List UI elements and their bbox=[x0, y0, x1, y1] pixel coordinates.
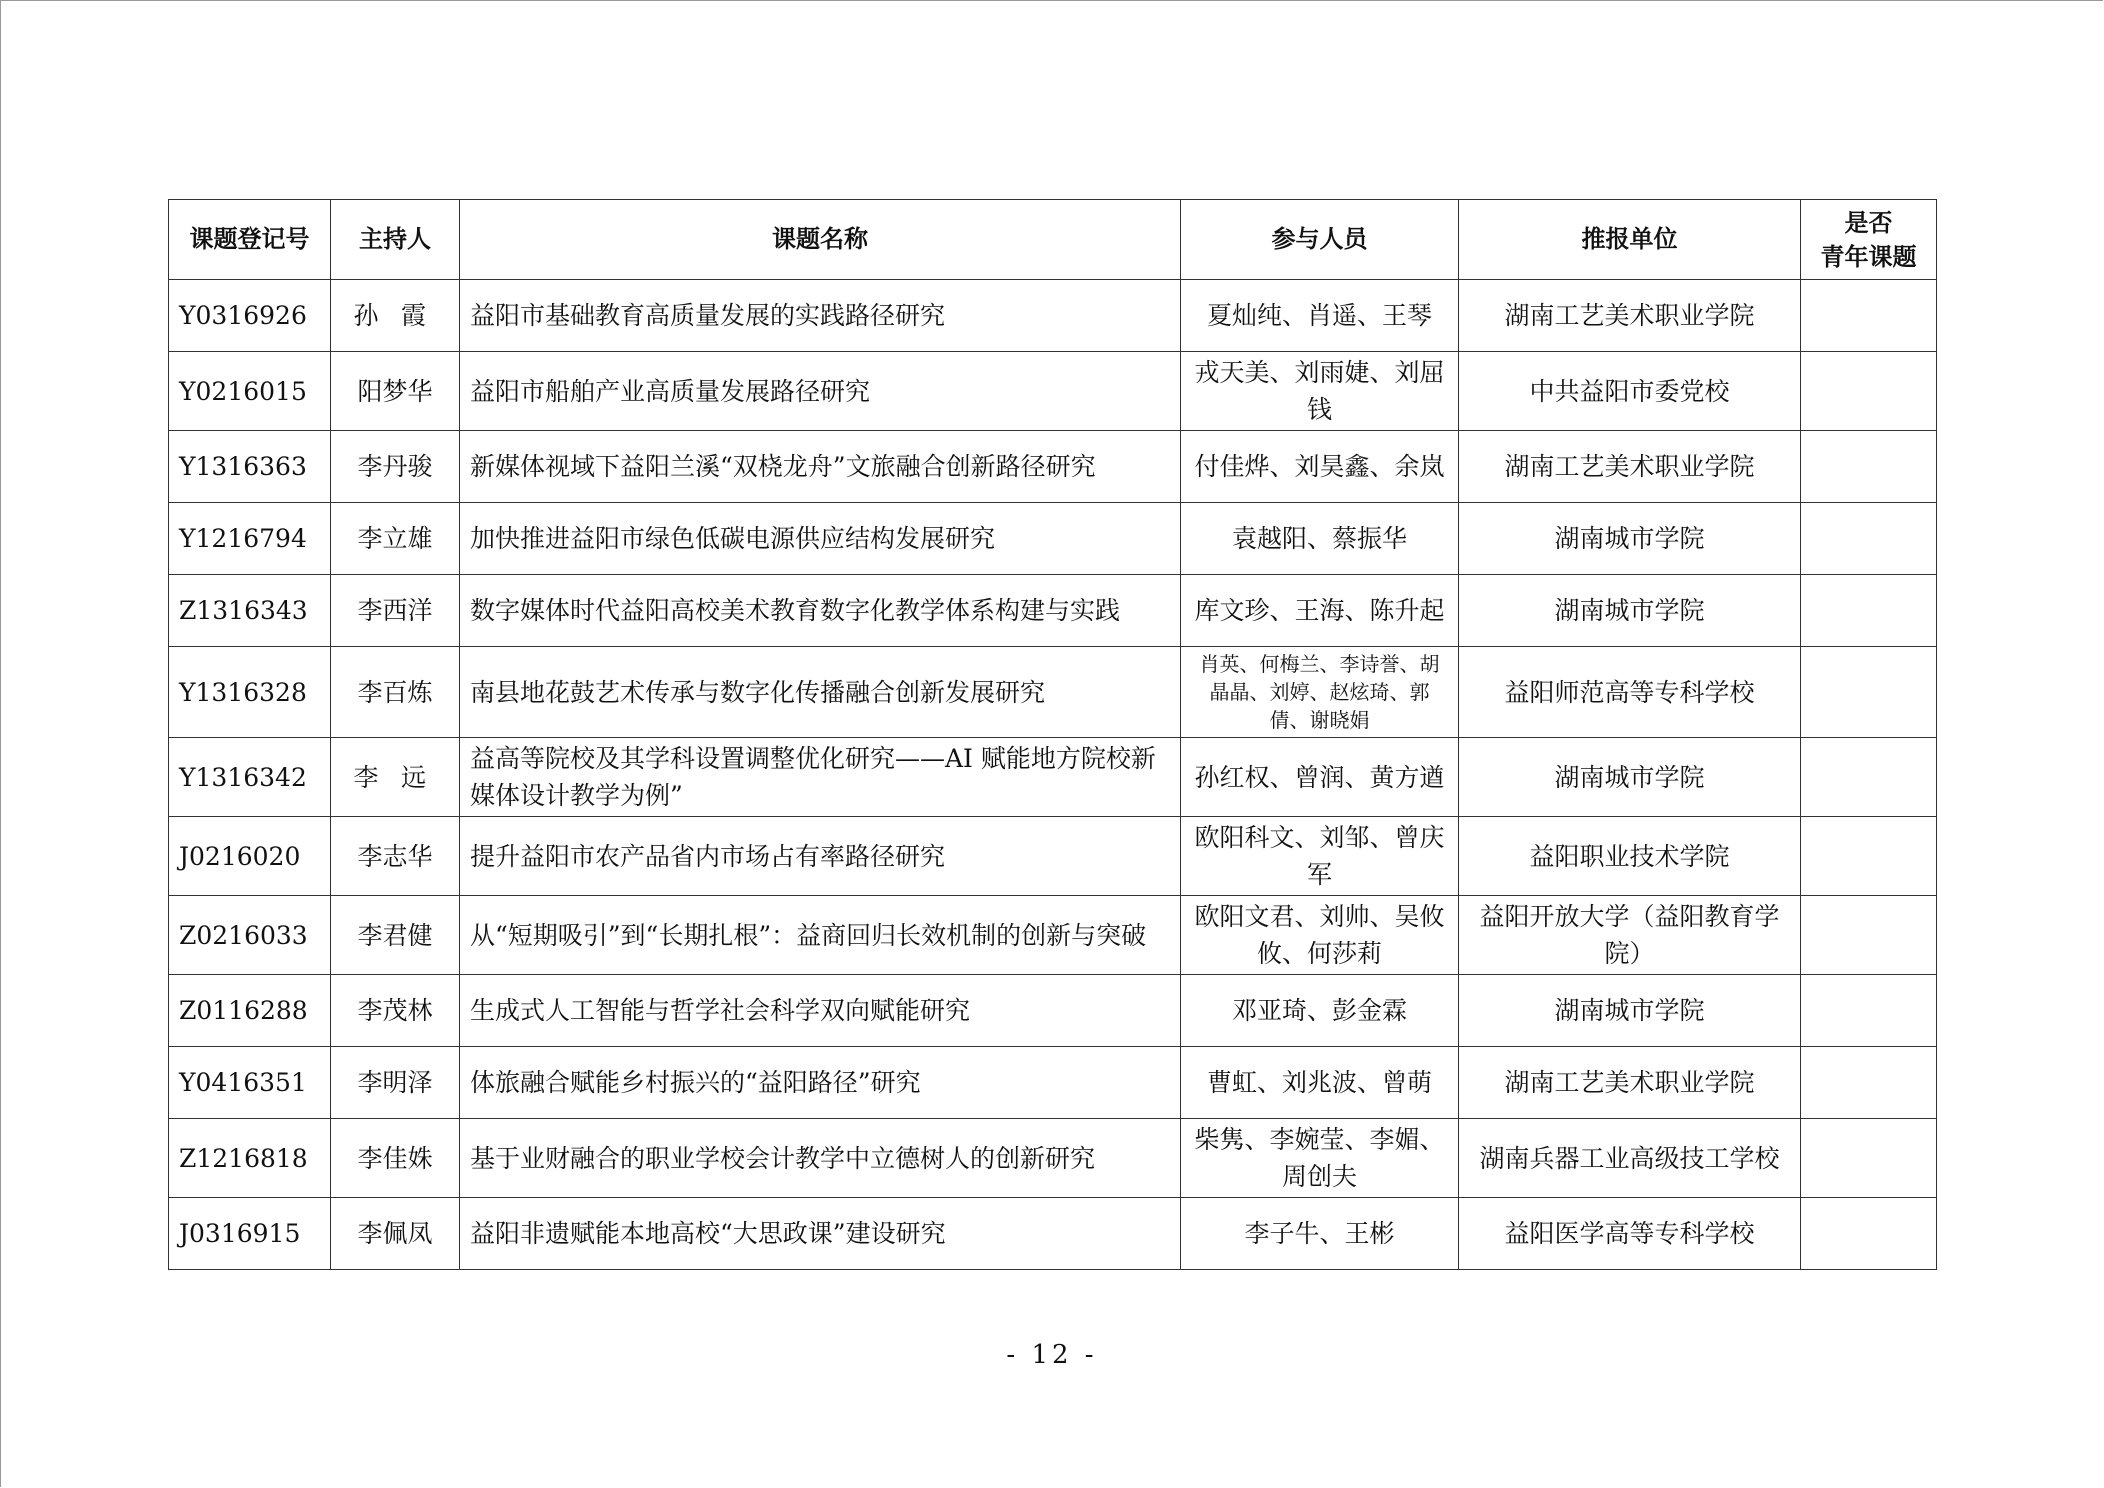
cell-id: Z0216033 bbox=[169, 896, 331, 975]
cell-id: Y0416351 bbox=[169, 1047, 331, 1119]
cell-host: 李志华 bbox=[331, 817, 460, 896]
cell-host: 李立雄 bbox=[331, 503, 460, 575]
cell-youth bbox=[1801, 738, 1937, 817]
cell-participants: 孙红权、曾润、黄方遒 bbox=[1181, 738, 1459, 817]
cell-youth bbox=[1801, 647, 1937, 738]
cell-participants: 邓亚琦、彭金霖 bbox=[1181, 975, 1459, 1047]
cell-title: 加快推进益阳市绿色低碳电源供应结构发展研究 bbox=[460, 503, 1181, 575]
cell-title: 提升益阳市农产品省内市场占有率路径研究 bbox=[460, 817, 1181, 896]
cell-host: 李西洋 bbox=[331, 575, 460, 647]
cell-id: J0316915 bbox=[169, 1198, 331, 1270]
cell-youth bbox=[1801, 975, 1937, 1047]
cell-participants: 欧阳科文、刘邹、曾庆军 bbox=[1181, 817, 1459, 896]
cell-title: 益高等院校及其学科设置调整优化研究——AI 赋能地方院校新媒体设计教学为例” bbox=[460, 738, 1181, 817]
cell-participants: 袁越阳、蔡振华 bbox=[1181, 503, 1459, 575]
cell-title: 生成式人工智能与哲学社会科学双向赋能研究 bbox=[460, 975, 1181, 1047]
cell-id: Z0116288 bbox=[169, 975, 331, 1047]
cell-host: 李佩凤 bbox=[331, 1198, 460, 1270]
cell-unit: 中共益阳市委党校 bbox=[1459, 352, 1801, 431]
table-row bbox=[169, 1119, 1937, 1198]
header-title: 课题名称 bbox=[460, 200, 1181, 280]
cell-id: Z1216818 bbox=[169, 1119, 331, 1198]
cell-unit: 湖南工艺美术职业学院 bbox=[1459, 280, 1801, 352]
header-unit: 推报单位 bbox=[1459, 200, 1801, 280]
header-participants: 参与人员 bbox=[1181, 200, 1459, 280]
cell-unit: 湖南城市学院 bbox=[1459, 738, 1801, 817]
cell-youth bbox=[1801, 896, 1937, 975]
cell-title: 益阳市船舶产业高质量发展路径研究 bbox=[460, 352, 1181, 431]
cell-participants: 肖英、何梅兰、李诗誉、胡晶晶、刘婷、赵炫琦、郭倩、谢晓娟 bbox=[1181, 647, 1459, 738]
table-row bbox=[169, 975, 1937, 1047]
table-row bbox=[169, 503, 1937, 575]
cell-participants: 李子牛、王彬 bbox=[1181, 1198, 1459, 1270]
cell-youth bbox=[1801, 575, 1937, 647]
cell-title: 体旅融合赋能乡村振兴的“益阳路径”研究 bbox=[460, 1047, 1181, 1119]
cell-participants: 付佳烨、刘昊鑫、余岚 bbox=[1181, 431, 1459, 503]
cell-host: 李佳姝 bbox=[331, 1119, 460, 1198]
cell-title: 益阳非遗赋能本地高校“大思政课”建设研究 bbox=[460, 1198, 1181, 1270]
table-row bbox=[169, 647, 1937, 738]
table-row bbox=[169, 1047, 1937, 1119]
cell-unit: 湖南城市学院 bbox=[1459, 575, 1801, 647]
table-row bbox=[169, 431, 1937, 503]
cell-youth bbox=[1801, 352, 1937, 431]
cell-id: Y1316363 bbox=[169, 431, 331, 503]
cell-unit: 湖南兵器工业高级技工学校 bbox=[1459, 1119, 1801, 1198]
cell-youth bbox=[1801, 1198, 1937, 1270]
cell-youth bbox=[1801, 503, 1937, 575]
page-number: - 12 - bbox=[1006, 1340, 1098, 1370]
cell-unit: 湖南城市学院 bbox=[1459, 975, 1801, 1047]
table-row bbox=[169, 280, 1937, 352]
cell-host: 李远 bbox=[331, 738, 460, 817]
cell-unit: 湖南工艺美术职业学院 bbox=[1459, 431, 1801, 503]
cell-id: Y1216794 bbox=[169, 503, 331, 575]
header-youth-line2: 青年课题 bbox=[1820, 242, 1917, 271]
cell-id: Y0316926 bbox=[169, 280, 331, 352]
table-row bbox=[169, 352, 1937, 431]
cell-id: Y1316328 bbox=[169, 647, 331, 738]
cell-title: 基于业财融合的职业学校会计教学中立德树人的创新研究 bbox=[460, 1119, 1181, 1198]
header-youth-line1: 是否 bbox=[1844, 208, 1893, 237]
cell-participants: 库文珍、王海、陈升起 bbox=[1181, 575, 1459, 647]
cell-unit: 益阳师范高等专科学校 bbox=[1459, 647, 1801, 738]
cell-youth bbox=[1801, 817, 1937, 896]
cell-unit: 湖南城市学院 bbox=[1459, 503, 1801, 575]
cell-title: 益阳市基础教育高质量发展的实践路径研究 bbox=[460, 280, 1181, 352]
cell-title: 数字媒体时代益阳高校美术教育数字化教学体系构建与实践 bbox=[460, 575, 1181, 647]
table-row bbox=[169, 575, 1937, 647]
cell-title: 南县地花鼓艺术传承与数字化传播融合创新发展研究 bbox=[460, 647, 1181, 738]
cell-host: 阳梦华 bbox=[331, 352, 460, 431]
cell-unit: 湖南工艺美术职业学院 bbox=[1459, 1047, 1801, 1119]
cell-unit: 益阳医学高等专科学校 bbox=[1459, 1198, 1801, 1270]
table-row bbox=[169, 1198, 1937, 1270]
cell-id: Z1316343 bbox=[169, 575, 331, 647]
cell-id: Y1316342 bbox=[169, 738, 331, 817]
table-row bbox=[169, 817, 1937, 896]
header-youth bbox=[1801, 200, 1937, 280]
cell-participants: 戎天美、刘雨婕、刘屈钱 bbox=[1181, 352, 1459, 431]
cell-participants: 柴隽、李婉莹、李媚、周创夫 bbox=[1181, 1119, 1459, 1198]
cell-title: 从“短期吸引”到“长期扎根”：益商回归长效机制的创新与突破 bbox=[460, 896, 1181, 975]
table-row bbox=[169, 896, 1937, 975]
table-row bbox=[169, 738, 1937, 817]
header-host: 主持人 bbox=[331, 200, 460, 280]
cell-id: J0216020 bbox=[169, 817, 331, 896]
cell-title: 新媒体视域下益阳兰溪“双桡龙舟”文旅融合创新路径研究 bbox=[460, 431, 1181, 503]
cell-youth bbox=[1801, 431, 1937, 503]
cell-host: 李明泽 bbox=[331, 1047, 460, 1119]
project-table bbox=[168, 199, 1937, 1270]
cell-participants: 欧阳文君、刘帅、吴攸攸、何莎莉 bbox=[1181, 896, 1459, 975]
cell-id: Y0216015 bbox=[169, 352, 331, 431]
cell-host: 李君健 bbox=[331, 896, 460, 975]
cell-host: 孙霞 bbox=[331, 280, 460, 352]
header-id: 课题登记号 bbox=[169, 200, 331, 280]
table-header-row bbox=[169, 200, 1937, 280]
cell-unit: 益阳职业技术学院 bbox=[1459, 817, 1801, 896]
cell-participants: 夏灿纯、肖遥、王琴 bbox=[1181, 280, 1459, 352]
cell-youth bbox=[1801, 280, 1937, 352]
cell-youth bbox=[1801, 1047, 1937, 1119]
cell-host: 李丹骏 bbox=[331, 431, 460, 503]
cell-youth bbox=[1801, 1119, 1937, 1198]
cell-host: 李茂林 bbox=[331, 975, 460, 1047]
cell-unit: 益阳开放大学（益阳教育学院） bbox=[1459, 896, 1801, 975]
cell-host: 李百炼 bbox=[331, 647, 460, 738]
cell-participants: 曹虹、刘兆波、曾萌 bbox=[1181, 1047, 1459, 1119]
